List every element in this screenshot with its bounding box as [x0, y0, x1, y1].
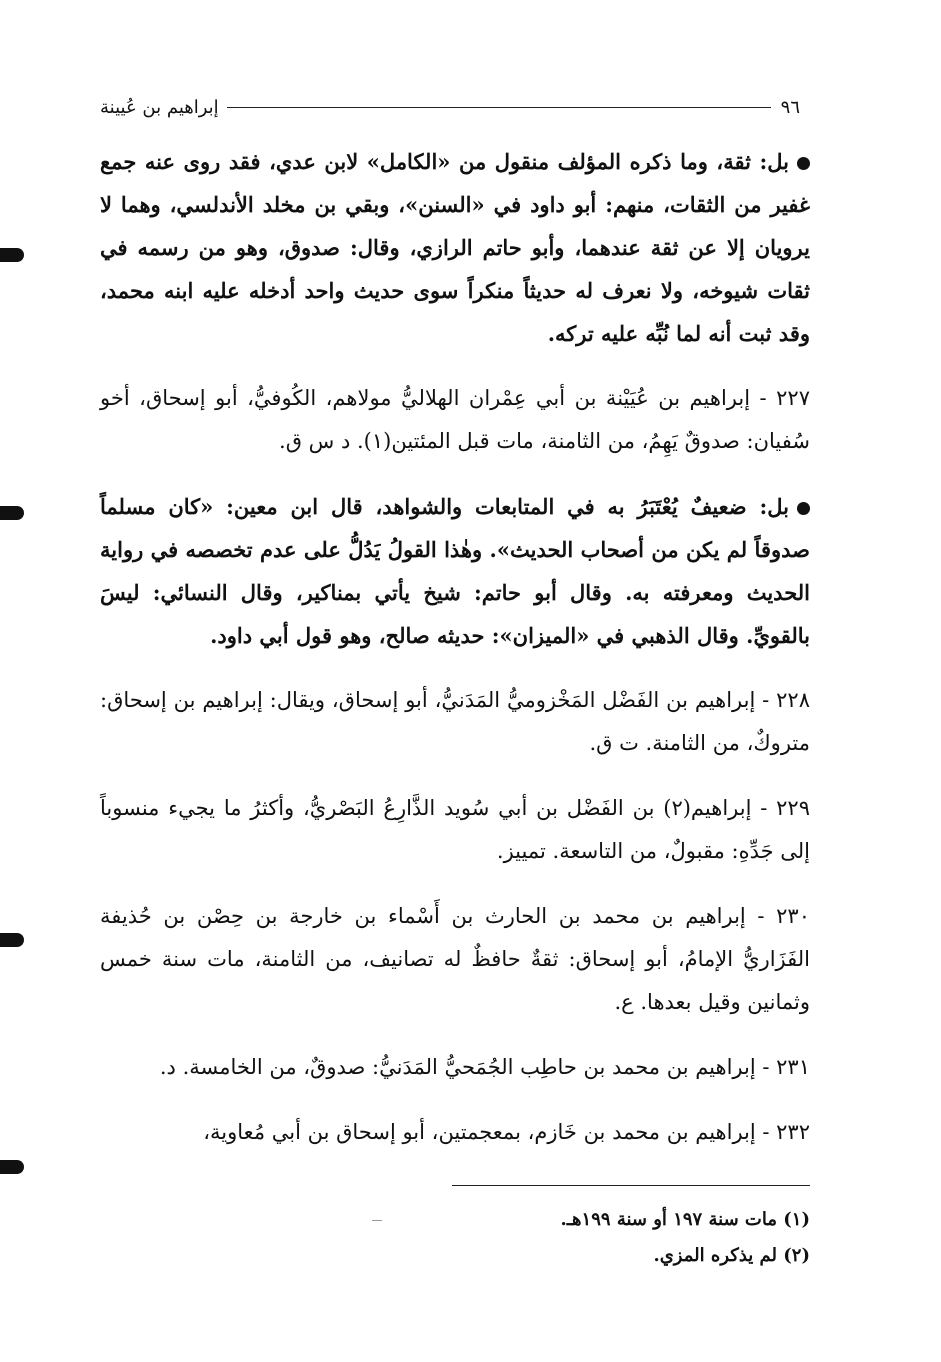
footnote-2: (٢) لم يذكره المزي. — [653, 1245, 810, 1266]
main-text — [100, 140, 810, 1176]
binding-mark — [0, 506, 24, 520]
comment-text: بل: ضعيفٌ يُعْتَبَرُ به في المتابعات والشواهد، قال ابن معين: «كان مسلماً صدوقاً لم يكن من أصحاب الحديث». وهٰذا القولُ يَدُلُّ على عدم تخصصه في رواية الحديث ومعرفته به. وقال أبو حاتم: شيخ يأتي بمناكير، وقال النسائي: ليسَ بالقويِّ. وقال الذهبي في «الميزان»: حديثه صالح، وهو قول أبي داود. — [100, 494, 810, 648]
header-rule — [227, 107, 771, 108]
entry-text: ٢٢٧ - إبراهيم بن عُيَيْنة بن أبي عِمْران الهلاليُّ مولاهم، الكُوفيُّ، أبو إسحاق، أخو سُفيان: صدوقٌ يَهِمُ، من الثامنة، مات قبل المئتين(١). د س ق. — [100, 386, 810, 453]
binding-mark — [0, 248, 24, 262]
binding-mark — [0, 933, 24, 947]
scan-speck — [372, 1220, 382, 1221]
page-number: ٩٦ — [780, 96, 800, 118]
footnotes — [100, 1202, 810, 1274]
narrator-entry-229 — [100, 787, 810, 873]
footnote-rule — [452, 1185, 810, 1186]
narrator-entry-230 — [100, 895, 810, 1024]
bullet-icon — [797, 157, 810, 170]
narrator-entry-228 — [100, 679, 810, 765]
binding-mark — [0, 1160, 24, 1174]
running-header — [100, 92, 800, 122]
entry-text: ٢٣١ - إبراهيم بن محمد بن حاطِب الجُمَحيُّ المَدَنيُّ: صدوقٌ، من الخامسة. د. — [159, 1055, 810, 1079]
comment-paragraph — [100, 485, 810, 657]
narrator-entry-227 — [100, 377, 810, 463]
footnote-1: (١) مات سنة ١٩٧ أو سنة ١٩٩هـ. — [560, 1209, 810, 1230]
entry-text: ٢٢٩ - إبراهيم(٢) بن الفَضْل بن أبي سُويد الذَّارِعُ البَصْريُّ، وأكثرُ ما يجيء منسوباً إلى جَدِّهِ: مقبولٌ، من التاسعة. تمييز. — [100, 796, 810, 863]
entry-text: ٢٣٢ - إبراهيم بن محمد بن خَازم، بمعجمتين، أبو إسحاق بن أبي مُعاوية، — [203, 1120, 810, 1144]
entry-text: ٢٢٨ - إبراهيم بن الفَضْل المَخْزوميُّ المَدَنيُّ، أبو إسحاق، ويقال: إبراهيم بن إسحاق: متروكٌ، من الثامنة. ت ق. — [100, 688, 810, 755]
narrator-entry-232 — [100, 1111, 810, 1154]
bullet-icon — [797, 502, 810, 515]
narrator-entry-231 — [100, 1046, 810, 1089]
comment-text: بل: ثقة، وما ذكره المؤلف منقول من «الكامل» لابن عدي، فقد روى عنه جمع غفير من الثقات، منهم: أبو داود في «السنن»، وبقي بن مخلد الأندلسي، وهما لا يرويان إلا عن ثقة عندهما، وأبو حاتم الرازي، وقال: صدوق، وهو من رسمه في ثقات شيوخه، ولا نعرف له حديثاً منكراً سوى حديث واحد أدخله عليه ابنه محمد، وقد ثبت أنه لما نُبِّه عليه تركه. — [100, 149, 810, 346]
comment-paragraph — [100, 140, 810, 355]
entry-text: ٢٣٠ - إبراهيم بن محمد بن الحارث بن أَسْماء بن خارجة بن حِصْن بن حُذيفة الفَزَاريُّ الإمامُ، أبو إسحاق: ثقةٌ حافظٌ له تصانيف، من الثامنة، مات سنة خمس وثمانين وقيل بعدها. ع. — [100, 904, 810, 1014]
running-title: إبراهيم بن عُيينة — [100, 96, 219, 118]
